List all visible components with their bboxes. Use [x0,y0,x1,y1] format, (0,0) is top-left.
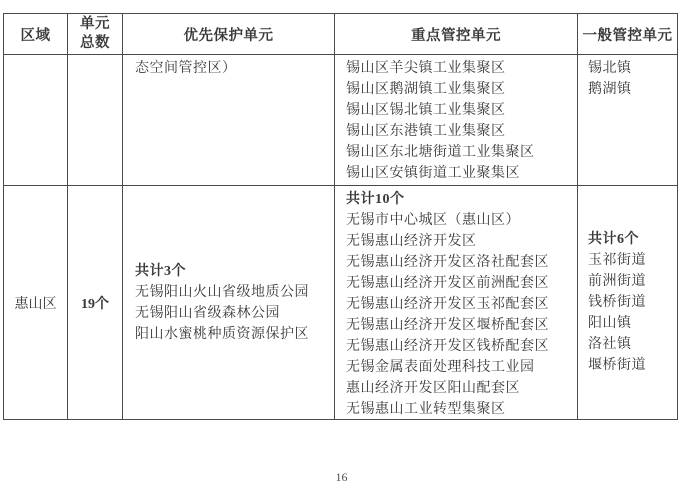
unit-item: 惠山经济开发区阳山配套区 [346,381,520,396]
unit-item: 无锡惠山经济开发区洛社配套区 [346,255,549,270]
unit-item: 无锡市中心城区（惠山区） [346,213,520,228]
cell-key-units [335,55,578,186]
unit-item: 无锡惠山经济开发区钱桥配套区 [346,339,549,354]
unit-item: 无锡惠山工业转型集聚区 [346,402,506,417]
unit-item: 锡山区东北塘街道工业集聚区 [346,145,535,160]
unit-item: 锡山区东港镇工业集聚区 [346,124,506,139]
cell-priority-units [123,186,335,419]
unit-count-summary: 共计3个 [135,263,186,279]
cell-key-units [335,186,578,419]
cell-region-empty [4,55,68,186]
unit-item: 阳山镇 [588,316,632,331]
unit-count-summary: 共计10个 [346,192,405,207]
table-header-row [4,14,677,55]
unit-item: 无锡阳山省级森林公园 [135,305,280,321]
unit-item: 前洲街道 [588,274,646,289]
table-row-xishan-continued [4,55,677,186]
unit-item: 无锡惠山经济开发区 [346,234,477,249]
unit-item: 锡山区羊尖镇工业集聚区 [346,61,506,76]
unit-item: 阳山水蜜桃种质资源保护区 [135,326,309,342]
unit-item: 无锡惠山经济开发区堰桥配套区 [346,318,549,333]
unit-item: 锡山区锡北镇工业集聚区 [346,103,506,118]
header-general-control-units: 一般管控单元 [578,14,677,55]
table-row-huishan [4,186,677,419]
unit-item: 态空间管控区） [135,61,237,76]
cell-region: 惠山区 [4,186,68,419]
unit-item: 锡山区鹅湖镇工业集聚区 [346,82,506,97]
cell-priority-units [123,55,335,186]
unit-item: 堰桥街道 [588,358,646,373]
header-key-control-units: 重点管控单元 [335,14,578,55]
unit-item: 钱桥街道 [588,295,646,310]
unit-item: 玉祁街道 [588,253,646,268]
cell-total: 19个 [68,186,123,419]
unit-item: 锡山区安镇街道工业聚集区 [346,166,520,181]
cell-total-empty [68,55,123,186]
unit-item: 无锡金属表面处理科技工业园 [346,360,535,375]
header-region: 区域 [4,14,68,55]
page-number: 16 [335,470,348,484]
unit-item: 洛社镇 [588,337,632,352]
unit-item: 无锡惠山经济开发区前洲配套区 [346,276,549,291]
unit-item: 无锡阳山火山省级地质公园 [135,284,309,300]
unit-item: 鹅湖镇 [588,82,632,97]
cell-general-units [578,55,677,186]
unit-count-summary: 共计6个 [588,232,639,247]
header-unit-total [68,14,123,55]
header-priority-protection-units: 优先保护单元 [123,14,335,55]
unit-item: 无锡惠山经济开发区玉祁配套区 [346,297,549,312]
header-unit-total-label: 单元总数 [80,16,110,51]
cell-general-units [578,186,677,419]
unit-item: 锡北镇 [588,61,632,76]
control-units-table [3,13,678,420]
